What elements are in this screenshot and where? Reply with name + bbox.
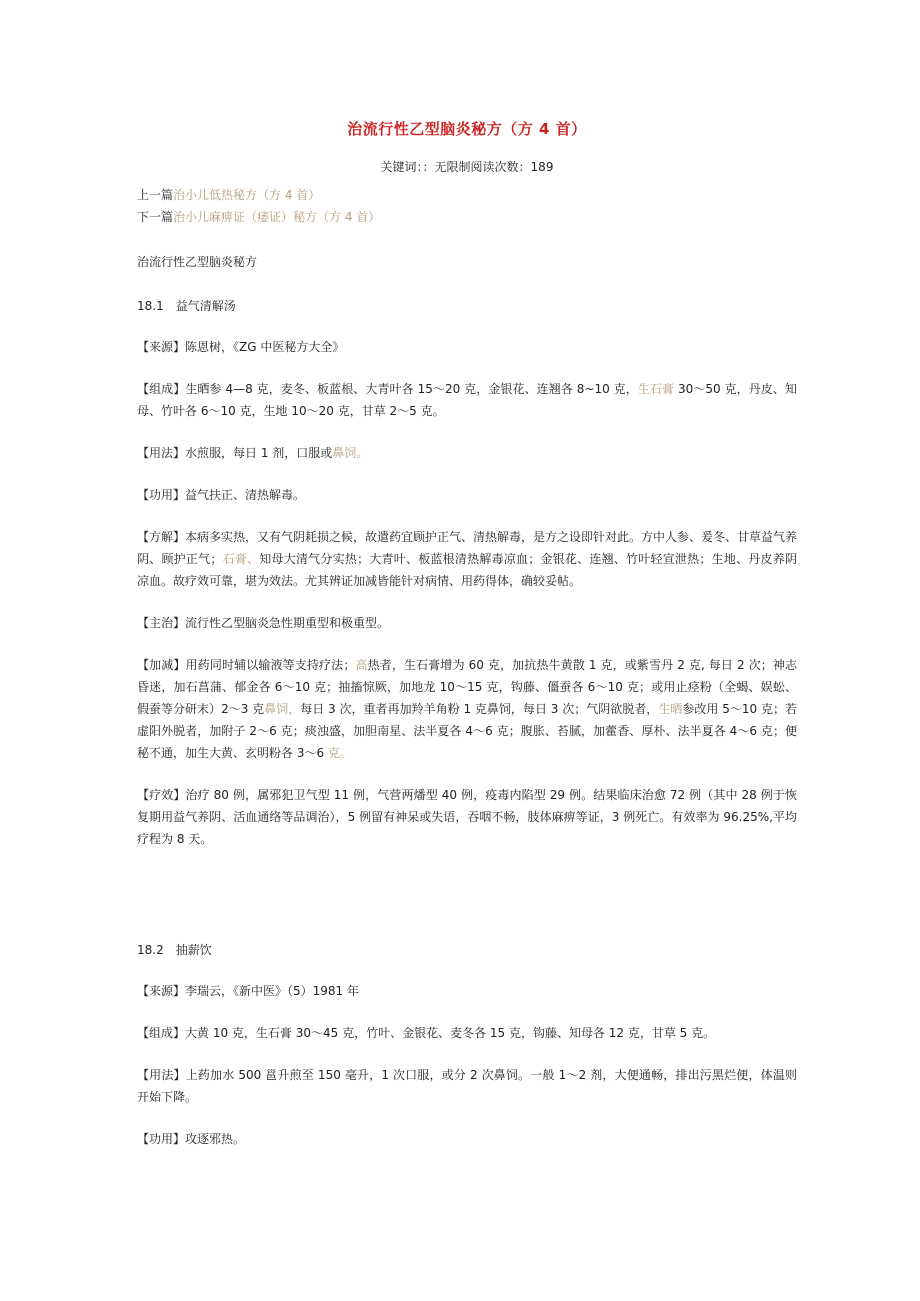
function-paragraph: 【功用】益气扶正、清热解毒。: [137, 488, 306, 502]
next-article-link[interactable]: 治小儿麻痹证（痿证）秘方（方 4 首）: [173, 210, 381, 224]
highlight-link: 鼻饲，: [264, 702, 301, 716]
section-name: 抽薪饮: [175, 943, 212, 957]
composition-paragraph: 【组成】大黄 10 克，生石膏 30～45 克，竹叶、金银花、麦冬各 15 克，钩藤、知母各 12 克，甘草 5 克。: [137, 1026, 716, 1040]
intro-heading: 治流行性乙型脑炎秘方: [137, 255, 258, 269]
efficacy-paragraph: 【疗效】治疗 80 例，属邪犯卫气型 11 例，气营两燔型 40 例，疫毒内陷型 29 例。结果临床治愈 72 例（其中 28 例于恢复期用益气养阴、活血通络等品调治），5 例留有神呆或失语，吞咽不畅，肢体麻痹等证，3 例死亡。有效率为 96.25%,平均疗程为 8 天。: [137, 788, 797, 846]
highlight-link: 鼻饲。: [332, 446, 369, 460]
section-name: 益气清解汤: [175, 299, 236, 313]
section-spacer: [137, 862, 797, 916]
page-title: 治流行性乙型脑炎秘方（方 4 首）: [347, 120, 587, 138]
section-heading: [137, 296, 797, 316]
source-paragraph: 【来源】李瑞云，《新中医》（5）1981 年: [137, 984, 359, 998]
document-page: [137, 116, 797, 1162]
highlight-link: 高: [355, 658, 368, 672]
usage-paragraph: 【用法】上药加水 500 邕升煎至 150 毫升，1 次口服，或分 2 次鼻饲。一般 1～2 剂，大便通畅，排出污黑烂便，体温则开始下降。: [137, 1068, 797, 1104]
section-number: 18.2: [137, 943, 164, 957]
usage-paragraph: 【用法】水煎服，每日 1 剂，口服或鼻饲。: [137, 446, 369, 460]
highlight-link: 生晒: [658, 702, 683, 716]
source-paragraph: 【来源】陈恩树，《ZG 中医秘方大全》: [137, 340, 345, 354]
prev-article-nav: [137, 184, 797, 206]
indication-paragraph: 【主治】流行性乙型脑炎急性期重型和极重型。: [137, 616, 390, 630]
next-article-nav: [137, 206, 797, 228]
prev-article-link[interactable]: 治小儿低热秘方（方 4 首）: [173, 188, 321, 202]
highlight-link: 石膏、: [222, 552, 260, 566]
highlight-link: 生石膏: [637, 382, 675, 396]
explanation-paragraph: 【方解】本病多实热，又有气阴耗损之候，故遣药宜顾护正气、清热解毒，是方之设即针对此。方中人参、爰冬、甘草益气养阴、顾护正气；石膏、知母大清气分实热；大青叶、板蓝根清热解毒凉血；金银花、连翘、竹叶轻宣泄热；生地、丹皮养阴凉血。故疗效可靠，堪为效法。尤其辨证加减皆能针对病情、用药得体，确较妥帖。: [137, 530, 798, 588]
next-label: 下一篇: [137, 210, 174, 224]
function-paragraph: 【功用】攻逐邪热。: [137, 1132, 246, 1146]
article-meta: 关键词：：无限制阅读次数：189: [380, 160, 554, 174]
modification-paragraph: 【加减】用药同时辅以输液等支持疗法；高热者，生石膏增为 60 克，加抗热牛黄散 1 克，或紫雪丹 2 克, 每日 2 次；神志昏迷，加石菖蒲、郁金各 6～10 克；抽搐惊厥，加地龙 10～15 克，钩藤、僵蚕各 6～10 克；或用止痉粉（全蝎、娱蚣、假蚕等分研末）2～3 克鼻饲，每日 3 次，重者再加羚羊角粉 1 克鼻饲，每日 3 次；气阴欲脱者，生晒参改用 5～10 克；若虚阳外脱者，加附子 2～6 克；痰浊盛，加胆南星、法半夏各 4～6 克；腹胀、苔腻，加藿香、厚朴、法半夏各 4～6 克；便秘不通，加生大黄、玄明粉各 3～6 克。: [137, 658, 797, 760]
prev-label: 上一篇: [137, 188, 174, 202]
highlight-link: 克。: [327, 746, 352, 760]
section-heading: [137, 940, 797, 960]
section-number: 18.1: [137, 299, 164, 313]
composition-paragraph: 【组成】生晒参 4—8 克，麦冬、板蓝根、大青叶各 15～20 克，金银花、连翘各 8~10 克，生石膏 30～50 克，丹皮、知母、竹叶各 6～10 克，生地 10～20 克，甘草 2～5 克。: [137, 382, 797, 418]
